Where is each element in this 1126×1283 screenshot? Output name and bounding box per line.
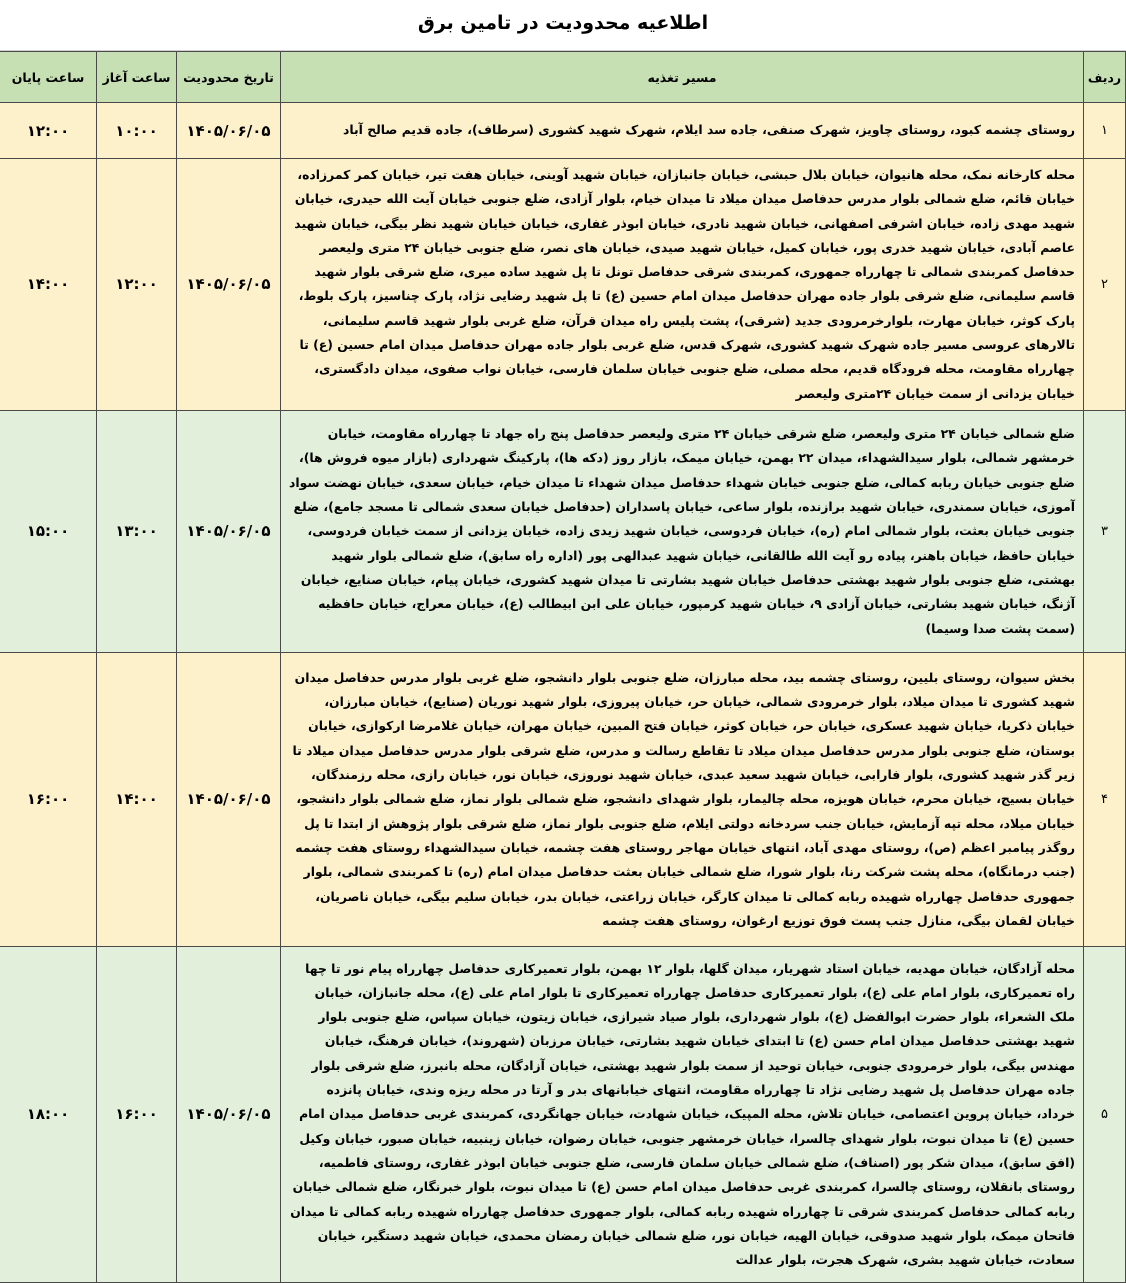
page-title: اطلاعیه محدودیت در تامین برق — [0, 0, 1126, 51]
start-time-cell: ۱۴:۰۰ — [97, 652, 177, 946]
row-number: ۵ — [1084, 946, 1126, 1282]
row-number: ۱ — [1084, 103, 1126, 159]
table-row — [0, 103, 1126, 159]
header-start-time: ساعت آغاز — [97, 52, 177, 103]
end-time-cell: ۱۲:۰۰ — [0, 103, 97, 159]
date-cell: ۱۴۰۵/۰۶/۰۵ — [177, 103, 281, 159]
date-cell: ۱۴۰۵/۰۶/۰۵ — [177, 159, 281, 411]
table-row — [0, 652, 1126, 946]
row-number: ۴ — [1084, 652, 1126, 946]
row-number: ۳ — [1084, 410, 1126, 652]
date-cell: ۱۴۰۵/۰۶/۰۵ — [177, 652, 281, 946]
date-cell: ۱۴۰۵/۰۶/۰۵ — [177, 946, 281, 1282]
date-cell: ۱۴۰۵/۰۶/۰۵ — [177, 410, 281, 652]
route-cell: ضلع شمالی خیابان ۲۴ متری ولیعصر، ضلع شرقی خیابان ۲۴ متری ولیعصر حدفاصل پنج راه جهاد تا چهارراه مقاومت، خیابان خرمشهر شمالی، بلوار سیدالشهداء، میدان ۲۲ بهمن، خیابان میمک، بازار روز (دکه ها)، پارکینگ شهرداری (بازار میوه فروش ها)، ضلع جنوبی خیابان ربابه کمالی، ضلع جنوبی خیابان شهداء حدفاصل میدان شهداء تا میدان خیام، خیابان سعدی، خیابان نهضت سواد آموزی، خیابان سمندری، خیابان شهید برازنده، بلوار ساعی، خیابان پاسداران (حدفاصل خیابان سعدی شمالی تا مسجد جامع)، ضلع جنوبی خیابان بعثت، بلوار شمالی امام (ره)، خیابان فردوسی، خیابان شهید زیدی زاده، خیابان یزدانی از سمت خیابان فردوسی، خیابان حافظ، خیابان باهنر، پیاده رو آیت الله طالقانی، خیابان شهید عبدالهی پور (اداره راه سابق)، ضلع شمالی بلوار شهید بهشتی، ضلع جنوبی بلوار شهید بهشتی حدفاصل خیابان شهید بشارتی تا میدان شهید کشوری، خیابان پیام، خیابان صنایع، خیابان آژنگ، خیابان شهید بشارتی، خیابان آزادی ۹، خیابان شهید کرمپور، خیابان علی ابن ابیطالب (ع)، خیابان معراج، خیابان حافظیه (سمت پشت صدا وسیما) — [281, 410, 1084, 652]
table-row — [0, 159, 1126, 411]
header-route: مسیر تغذیه — [281, 52, 1084, 103]
table-row — [0, 946, 1126, 1282]
header-row-number: ردیف — [1084, 52, 1126, 103]
outage-table — [0, 51, 1126, 1283]
table-header-row — [0, 52, 1126, 103]
end-time-cell: ۱۶:۰۰ — [0, 652, 97, 946]
route-cell: محله کارخانه نمک، محله هانیوان، خیابان بلال حبشی، خیابان جانبازان، خیابان شهید آوینی، خیابان هفت تیر، خیابان کمر کمرزاده، خیابان قائم، ضلع شمالی بلوار مدرس حدفاصل میدان میلاد تا میدان خیام، بلوار آزادی، ضلع جنوبی خیابان آیت الله حیدری، خیابان شهید مهدی زاده، خیابان اشرفی اصفهانی، خیابان شهید نادری، خیابان ابوذر غفاری، خیابان خیابان شهید نظر بیگی، خیابان شهید عاصم آبادی، خیابان شهید خدری پور، خیابان کمیل، خیابان شهید صیدی، خیابان های نصر، ضلع جنوبی خیابان ۲۴ متری ولیعصر حدفاصل کمربندی شمالی تا چهارراه جمهوری، کمربندی شرقی حدفاصل تونل تا پل شهید ساده میری، ضلع شرقی بلوار شهید قاسم سلیمانی، ضلع شرقی بلوار جاده مهران حدفاصل میدان امام حسین (ع) تا پل شهید رضایی نژاد، پارک چناسیز، پارک بلوط، پارک کوثر، خیابان مهارت، بلوارخرمرودی جدید (شرقی)، پشت پلیس راه میدان قرآن، ضلع غربی بلوار شهید قاسم سلیمانی، تالارهای عروسی مسیر جاده شهرک شهید کشوری، شهرک قدس، ضلع غربی بلوار جاده مهران حدفاصل میدان امام حسین (ع) تا چهارراه مقاومت، محله فرودگاه قدیم، محله مصلی، ضلع جنوبی خیابان سلمان فارسی، خیابان نواب صفوی، میدان دادگستری، خیابان یزدانی از سمت خیابان ۲۴متری ولیعصر — [281, 159, 1084, 411]
start-time-cell: ۱۰:۰۰ — [97, 103, 177, 159]
end-time-cell: ۱۵:۰۰ — [0, 410, 97, 652]
start-time-cell: ۱۲:۰۰ — [97, 159, 177, 411]
table-row — [0, 410, 1126, 652]
start-time-cell: ۱۳:۰۰ — [97, 410, 177, 652]
route-cell: محله آزادگان، خیابان مهدیه، خیابان استاد شهریار، میدان گلها، بلوار ۱۲ بهمن، بلوار تعمیرکاری حدفاصل چهارراه پیام نور تا چها راه تعمیرکاری، بلوار امام علی (ع)، بلوار تعمیرکاری حدفاصل چهارراه تعمیرکاری تا بلوار امام علی (ع)، محله جانبازان، خیابان ملک الشعراء، بلوار حضرت ابوالفضل (ع)، بلوار شهرداری، بلوار صیاد شیرازی، خیابان زیتون، خیابان سپاس، ضلع جنوبی بلوار شهید بهشتی حدفاصل میدان امام حسن (ع) تا ابتدای خیابان شهید بشارتی، خیابان مرزبان (شهروند)، خیابان فرهنگ، خیابان مهندس بیگی، بلوار خرمرودی جنوبی، خیابان توحید از سمت بلوار شهید بهشتی، خیابان آزادگان، محله بانبرز، ضلع شرقی بلوار جاده مهران حدفاصل پل شهید رضایی نژاد تا چهارراه مقاومت، انتهای خیابانهای بدر و آرتا در محله ریزه وندی، خیابان پانزده خرداد، خیابان پروین اعتصامی، خیابان تلاش، محله المپیک، خیابان شهادت، خیابان جهانگردی، کمربندی غربی حدفاصل میدان امام حسین (ع) تا میدان نبوت، بلوار شهدای چالسرا، خیابان خرمشهر جنوبی، خیابان رضوان، خیابان زینبیه، خیابان صبور، خیابان وکیل (افق سابق)، میدان شکر پور (اصناف)، ضلع شمالی خیابان سلمان فارسی، ضلع جنوبی خیابان ابوذر غفاری، روستای فاطمیه، روستای بانقلان، روستای چالسرا، کمربندی غربی حدفاصل میدان امام حسن (ع) تا میدان نبوت، بلوار خبرنگار، ضلع شمالی خیابان ربابه کمالی حدفاصل کمربندی شرقی تا چهارراه شهیده ربابه کمالی، بلوار جمهوری حدفاصل چهارراه شهیده ربابه کمالی تا میدان فاتحان میمک، بلوار شهید صدوقی، خیابان الهیه، خیابان نور، ضلع شمالی خیابان رمضان محمدی، خیابان شهید دستگیر، خیابان سعادت، خیابان شهید بشری، شهرک هجرت، بلوار عدالت — [281, 946, 1084, 1282]
route-cell: روستای چشمه کبود، روستای چاویز، شهرک صنفی، جاده سد ایلام، شهرک شهید کشوری (سرطاف)، جاده قدیم صالح آباد — [281, 103, 1084, 159]
end-time-cell: ۱۸:۰۰ — [0, 946, 97, 1282]
end-time-cell: ۱۴:۰۰ — [0, 159, 97, 411]
row-number: ۲ — [1084, 159, 1126, 411]
header-date: تاریخ محدودیت — [177, 52, 281, 103]
header-end-time: ساعت پایان — [0, 52, 97, 103]
route-cell: بخش سیوان، روستای بلیین، روستای چشمه بید، محله مبارزان، ضلع جنوبی بلوار دانشجو، ضلع غربی بلوار مدرس حدفاصل میدان شهید کشوری تا میدان میلاد، بلوار خرمرودی شمالی، خیابان حر، خیابان پیروزی، بلوار شهید نوریان (صنایع)، خیابان مبارزان، خیابان ذکریا، خیابان شهید عسکری، خیابان حر، خیابان کوثر، خیابان فتح المبین، خیابان مهران، خیابان غلامرضا ارکوازی، خیابان بوستان، ضلع جنوبی بلوار مدرس حدفاصل میدان میلاد تا تقاطع رسالت و مدرس، ضلع شرقی بلوار مدرس حدفاصل میدان میلاد تا زیر گذر شهید کشوری، بلوار فارابی، خیابان شهید سعید عبدی، خیابان شهید نوروزی، خیابان نور، خیابان رازی، محله رزمندگان، خیابان بسیج، خیابان محرم، خیابان هویزه، محله چالیمار، بلوار شهدای دانشجو، ضلع شمالی بلوار نماز، ضلع شمالی بلوار دانشجو، خیابان میلاد، محله تپه آزمایش، خیابان جنب سردخانه دولتی ایلام، ضلع جنوبی بلوار نماز، ضلع شرقی بلوار پژوهش از ابتدا تا پل روگذر پیامبر اعظم (ص)، روستای مهدی آباد، انتهای خیابان مهاجر روستای هفت چشمه، خیابان سیدالشهداء روستای هفت چشمه (جنب درمانگاه)، محله پشت شرکت رنا، بلوار شورا، ضلع شمالی خیابان بعثت حدفاصل میدان امام (ره) تا کمربندی شمالی، بلوار جمهوری حدفاصل چهارراه شهیده ربابه کمالی تا میدان کارگر، خیابان زراعتی، خیابان بدر، خیابان سلیم بیگی، خیابان ناصریان، خیابان لقمان بیگی، منازل جنب پست فوق توزیع ارغوان، روستای هفت چشمه — [281, 652, 1084, 946]
start-time-cell: ۱۶:۰۰ — [97, 946, 177, 1282]
